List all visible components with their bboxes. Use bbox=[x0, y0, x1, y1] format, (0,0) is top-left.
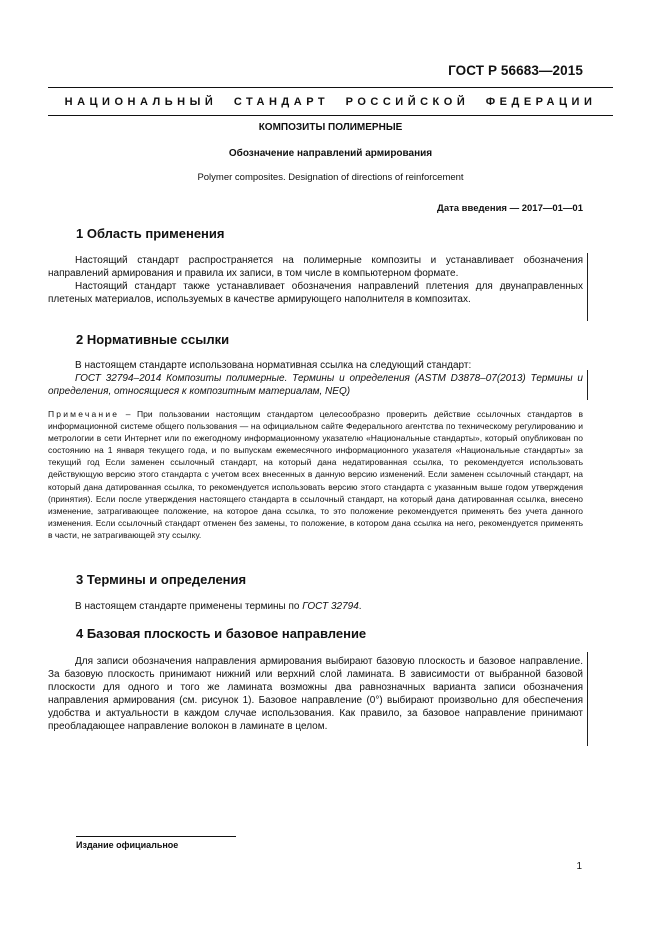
change-bar bbox=[587, 370, 588, 400]
header-rule-bottom bbox=[48, 115, 613, 116]
section-3-paragraph-1 bbox=[48, 600, 583, 613]
section-1-paragraph-2: Настоящий стандарт также устанавливает обозначения направлений плетения для двунаправленных плетеных материалов, используемых в качестве армирующего наполнителя в композитах. bbox=[48, 281, 583, 305]
gost-reference-link: ГОСТ 32794 bbox=[302, 601, 359, 612]
note-label: Примечание bbox=[48, 409, 120, 419]
introduction-date: Дата введения — 2017—01—01 bbox=[437, 203, 583, 214]
official-edition-label: Издание официальное bbox=[76, 840, 179, 850]
document-title: КОМПОЗИТЫ ПОЛИМЕРНЫЕ bbox=[258, 122, 403, 133]
section-1-paragraph-1: Настоящий стандарт распространяется на полимерные композиты и устанавливает обозначения направлений армирования и правила их записи, в том числе в компьютерном формате. bbox=[48, 255, 583, 279]
section-3-text-end: . bbox=[358, 601, 362, 612]
document-title-english: Polymer composites. Designation of directions of reinforcement bbox=[197, 172, 464, 183]
section-3-heading: 3 Термины и определения bbox=[76, 572, 247, 587]
change-bar bbox=[587, 253, 588, 321]
section-4-paragraph-1: Для записи обозначения направления армирования выбирают базовую плоскость и базовое направление. За базовую плоскость принимают нижний или верхний слой ламината. В зависимости от выбранной базовой плоскости для одного и того же ламината возможны два равнозначных варианта записи обозначения направления армирования (см. рисунок 1). Базовое направление (0°) выбирают произвольно для обеспечения удобства и актуальности в каждом случае использования. Как правило, за базовое направление принимают преобладающее направление волокон в ламинате в целом. bbox=[48, 656, 583, 732]
gost-code: ГОСТ Р 56683—2015 bbox=[448, 63, 583, 78]
section-2-heading: 2 Нормативные ссылки bbox=[76, 332, 230, 347]
page-number: 1 bbox=[576, 861, 582, 872]
note-text: – При пользовании настоящим стандартом целесообразно проверить действие ссылочных стандартов в информационной системе общего пользования — на официальном сайте Федерального агентства по техническому регулированию и метрологии в сети Интернет или по ежегодному информационному указателю «Национальные стандарты», который опубликован по состоянию на 1 января текущего года, и по выпускам ежемесячного информационного указателя «Национальные стандарты» за текущий год Если заменен ссылочный стандарт, на который дана недатированная ссылка, то рекомендуется использовать действующую версию этого стандарта с учетом всех внесенных в данную версию изменений. Если заменен ссылочный стандарт, на который дана датированная ссылка, то рекомендуется использовать версию этого стандарта с указанным выше годом утверждения (принятия). Если после утверждения настоящего стандарта в ссылочный стандарт, на который дана датированная ссылка, внесено изменение, затрагивающее положение, на которое дана ссылка, то это положение рекомендуется применять без учета данного изменения. Если ссылочный стандарт отменен без замены, то положение, в котором дана ссылка на него, рекомендуется применять в части, не затрагивающей эту ссылку. bbox=[48, 409, 583, 540]
header-rule-top bbox=[48, 87, 613, 88]
document-subtitle: Обозначение направлений армирования bbox=[228, 148, 433, 159]
section-1-heading: 1 Область применения bbox=[76, 226, 225, 241]
change-bar bbox=[587, 652, 588, 746]
footer-rule bbox=[76, 836, 236, 837]
note-block bbox=[48, 408, 583, 541]
section-4-heading: 4 Базовая плоскость и базовое направление bbox=[76, 626, 367, 641]
section-2-paragraph-1: В настоящем стандарте использована нормативная ссылка на следующий стандарт: bbox=[75, 360, 472, 371]
normative-reference: ГОСТ 32794–2014 Композиты полимерные. Термины и определения (ASTM D3878–07(2013) Термины и определения, относящиеся к композитным материалам, NEQ) bbox=[48, 373, 583, 397]
section-3-text: В настоящем стандарте применены термины по bbox=[75, 601, 303, 612]
national-standard-banner: НАЦИОНАЛЬНЫЙ СТАНДАРТ РОССИЙСКОЙ ФЕДЕРАЦИИ bbox=[64, 96, 597, 108]
